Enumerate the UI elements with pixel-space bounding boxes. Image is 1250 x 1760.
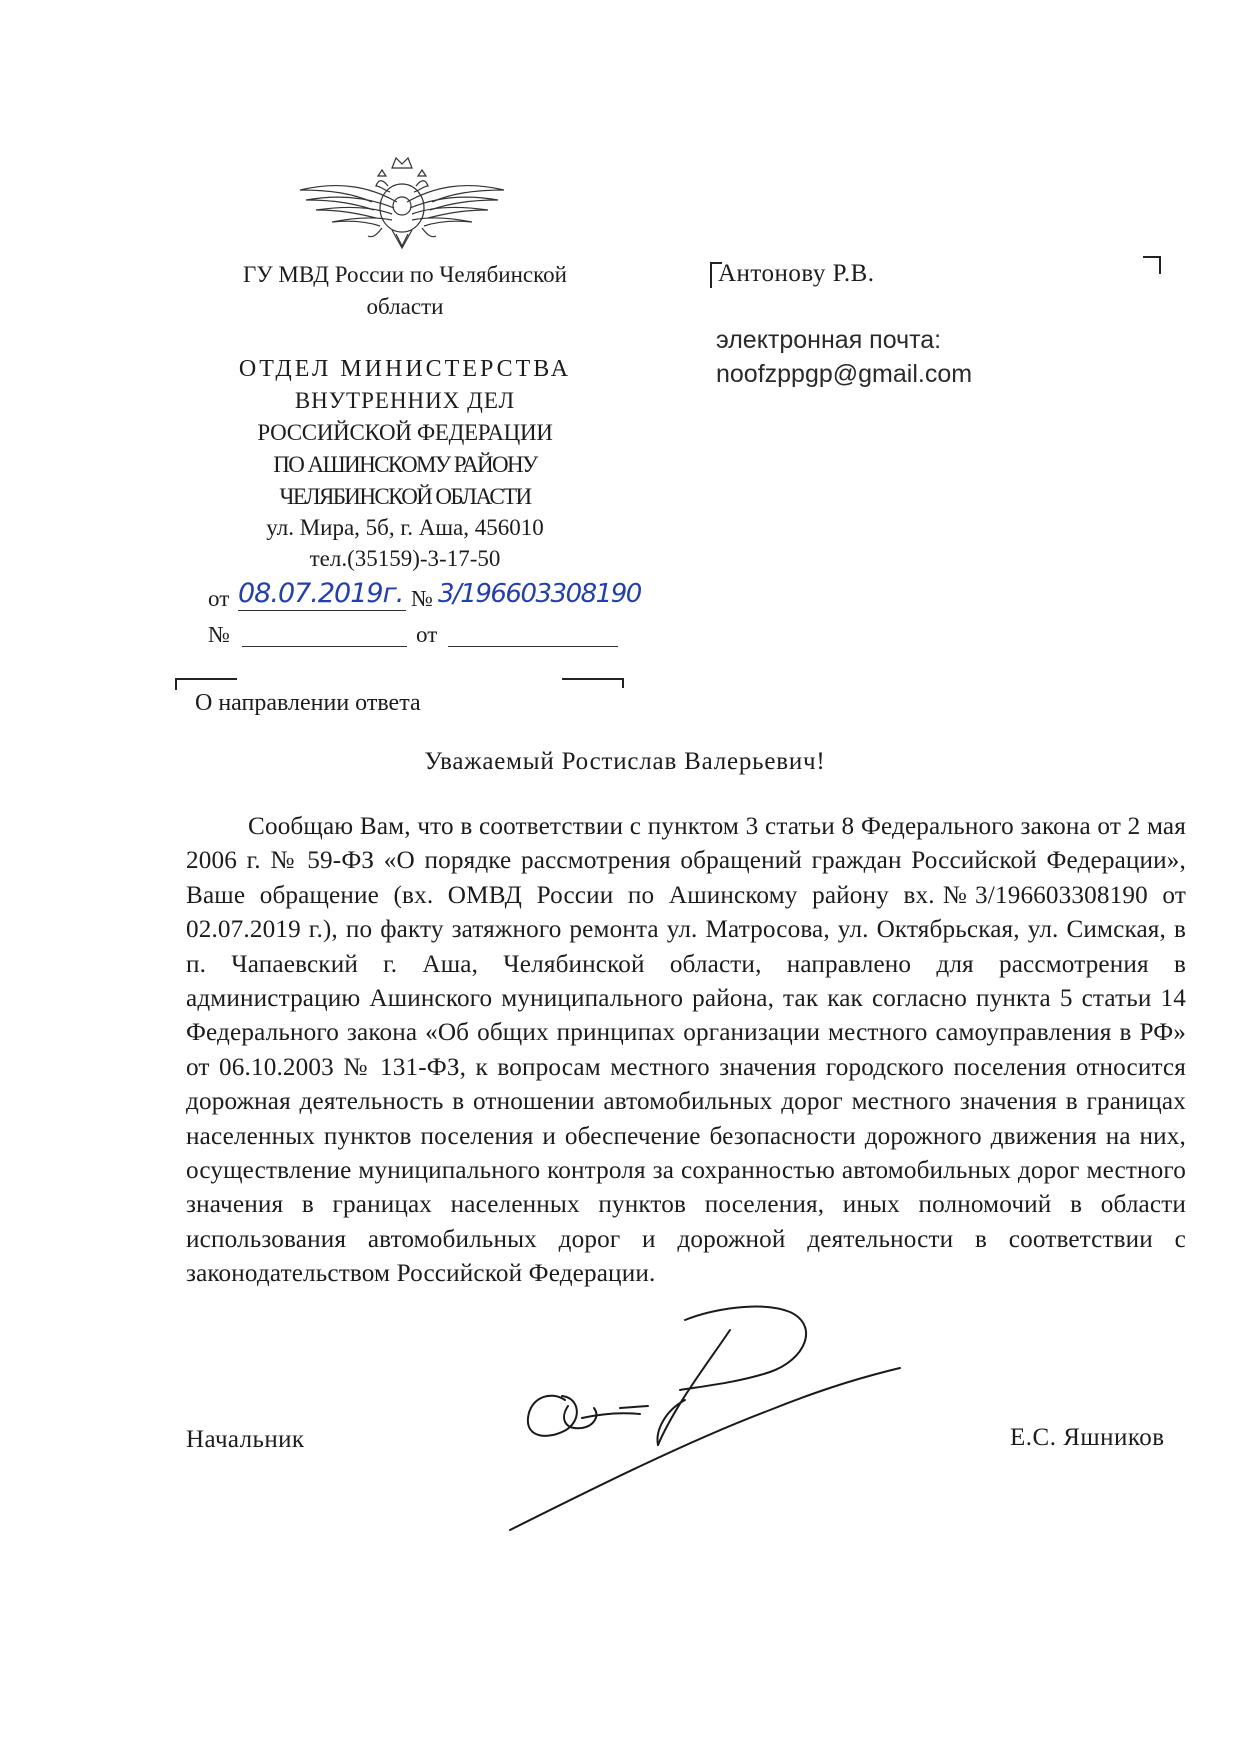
registration-date: 08.07.2019г. [238,578,406,611]
email-address: noofzppgp@gmail.com [716,360,973,388]
incoming-number-blank [242,646,407,647]
department-address: ул. Мира, 5б, г. Аша, 456010 [266,515,544,540]
department-name-line4: ПО АШИНСКОМУ РАЙОНУ [273,452,537,477]
incoming-number-label: № [208,622,230,647]
incoming-date-label: от [416,622,438,647]
letter-body: Сообщаю Вам, что в соответствии с пунктом 3 статьи 8 Федерального закона от 2 мая 2006 г. № 59-ФЗ «О порядке рассмотрения обращений граждан Российской Федерации», Ваше обращение (вх. ОМВД России по Ашинскому району вх.№3/196603308190 от 02.07.2019 г.), по факту затяжного ремонта ул. Матросова, ул. Октябрьская, ул. Симская, в п. Чапаевский г. Аша, Челябинской области, направлено для рассмотрения в администрацию Ашинского муниципального района, так как согласно пункта 5 статьи 14 Федерального закона «Об общих принципах организации местного самоуправления в РФ» от 06.10.2003 № 131-ФЗ, к вопросам местного значения городского поселения относится дорожная деятельность в отношении автомобильных дорог местного значения в границах населенных пунктов поселения и обеспечение безопасности дорожного движения на них, осуществление муниципального контроля за сохранностью автомобильных дорог местного значения в границах населенных пунктов поселения, иных полномочий в области использования автомобильных дорог и дорожной деятельности в соответствии с законодательством Российской Федерации. [186,813,1186,1288]
registration-number: 3/196603308190 [438,579,641,609]
addressee-name: Антонову Р.В. [718,260,875,287]
department-phone: тел.(35159)-3-17-50 [309,546,501,571]
date-label: от [208,586,230,611]
subject-corner-mark-right [562,678,624,688]
handwritten-signature [470,1290,910,1570]
letter-subject: О направлении ответа [195,690,421,716]
subject-corner-mark-left [175,678,237,690]
signer-name: Е.С. Яшников [1010,1424,1165,1451]
addressee-corner-mark-right [1143,256,1161,274]
department-name-line3: РОССИЙСКОЙ ФЕДЕРАЦИИ [257,420,553,445]
ministry-title-line2: области [366,294,444,319]
number-label: № [411,586,433,611]
signer-position: Начальник [186,1426,305,1453]
mvd-emblem-icon [292,150,512,255]
department-name-line5: ЧЕЛЯБИНСКОЙ ОБЛАСТИ [279,484,531,509]
department-name-line2: ВНУТРЕННИХ ДЕЛ [294,388,516,413]
salutation: Уважаемый Ростислав Валерьевич! [424,748,826,775]
department-name-line1: ОТДЕЛ МИНИСТЕРСТВА [238,356,572,382]
ministry-title-line1: ГУ МВД России по Челябинской [243,262,567,287]
incoming-date-blank [448,646,618,647]
email-label: электронная почта: [716,326,942,354]
